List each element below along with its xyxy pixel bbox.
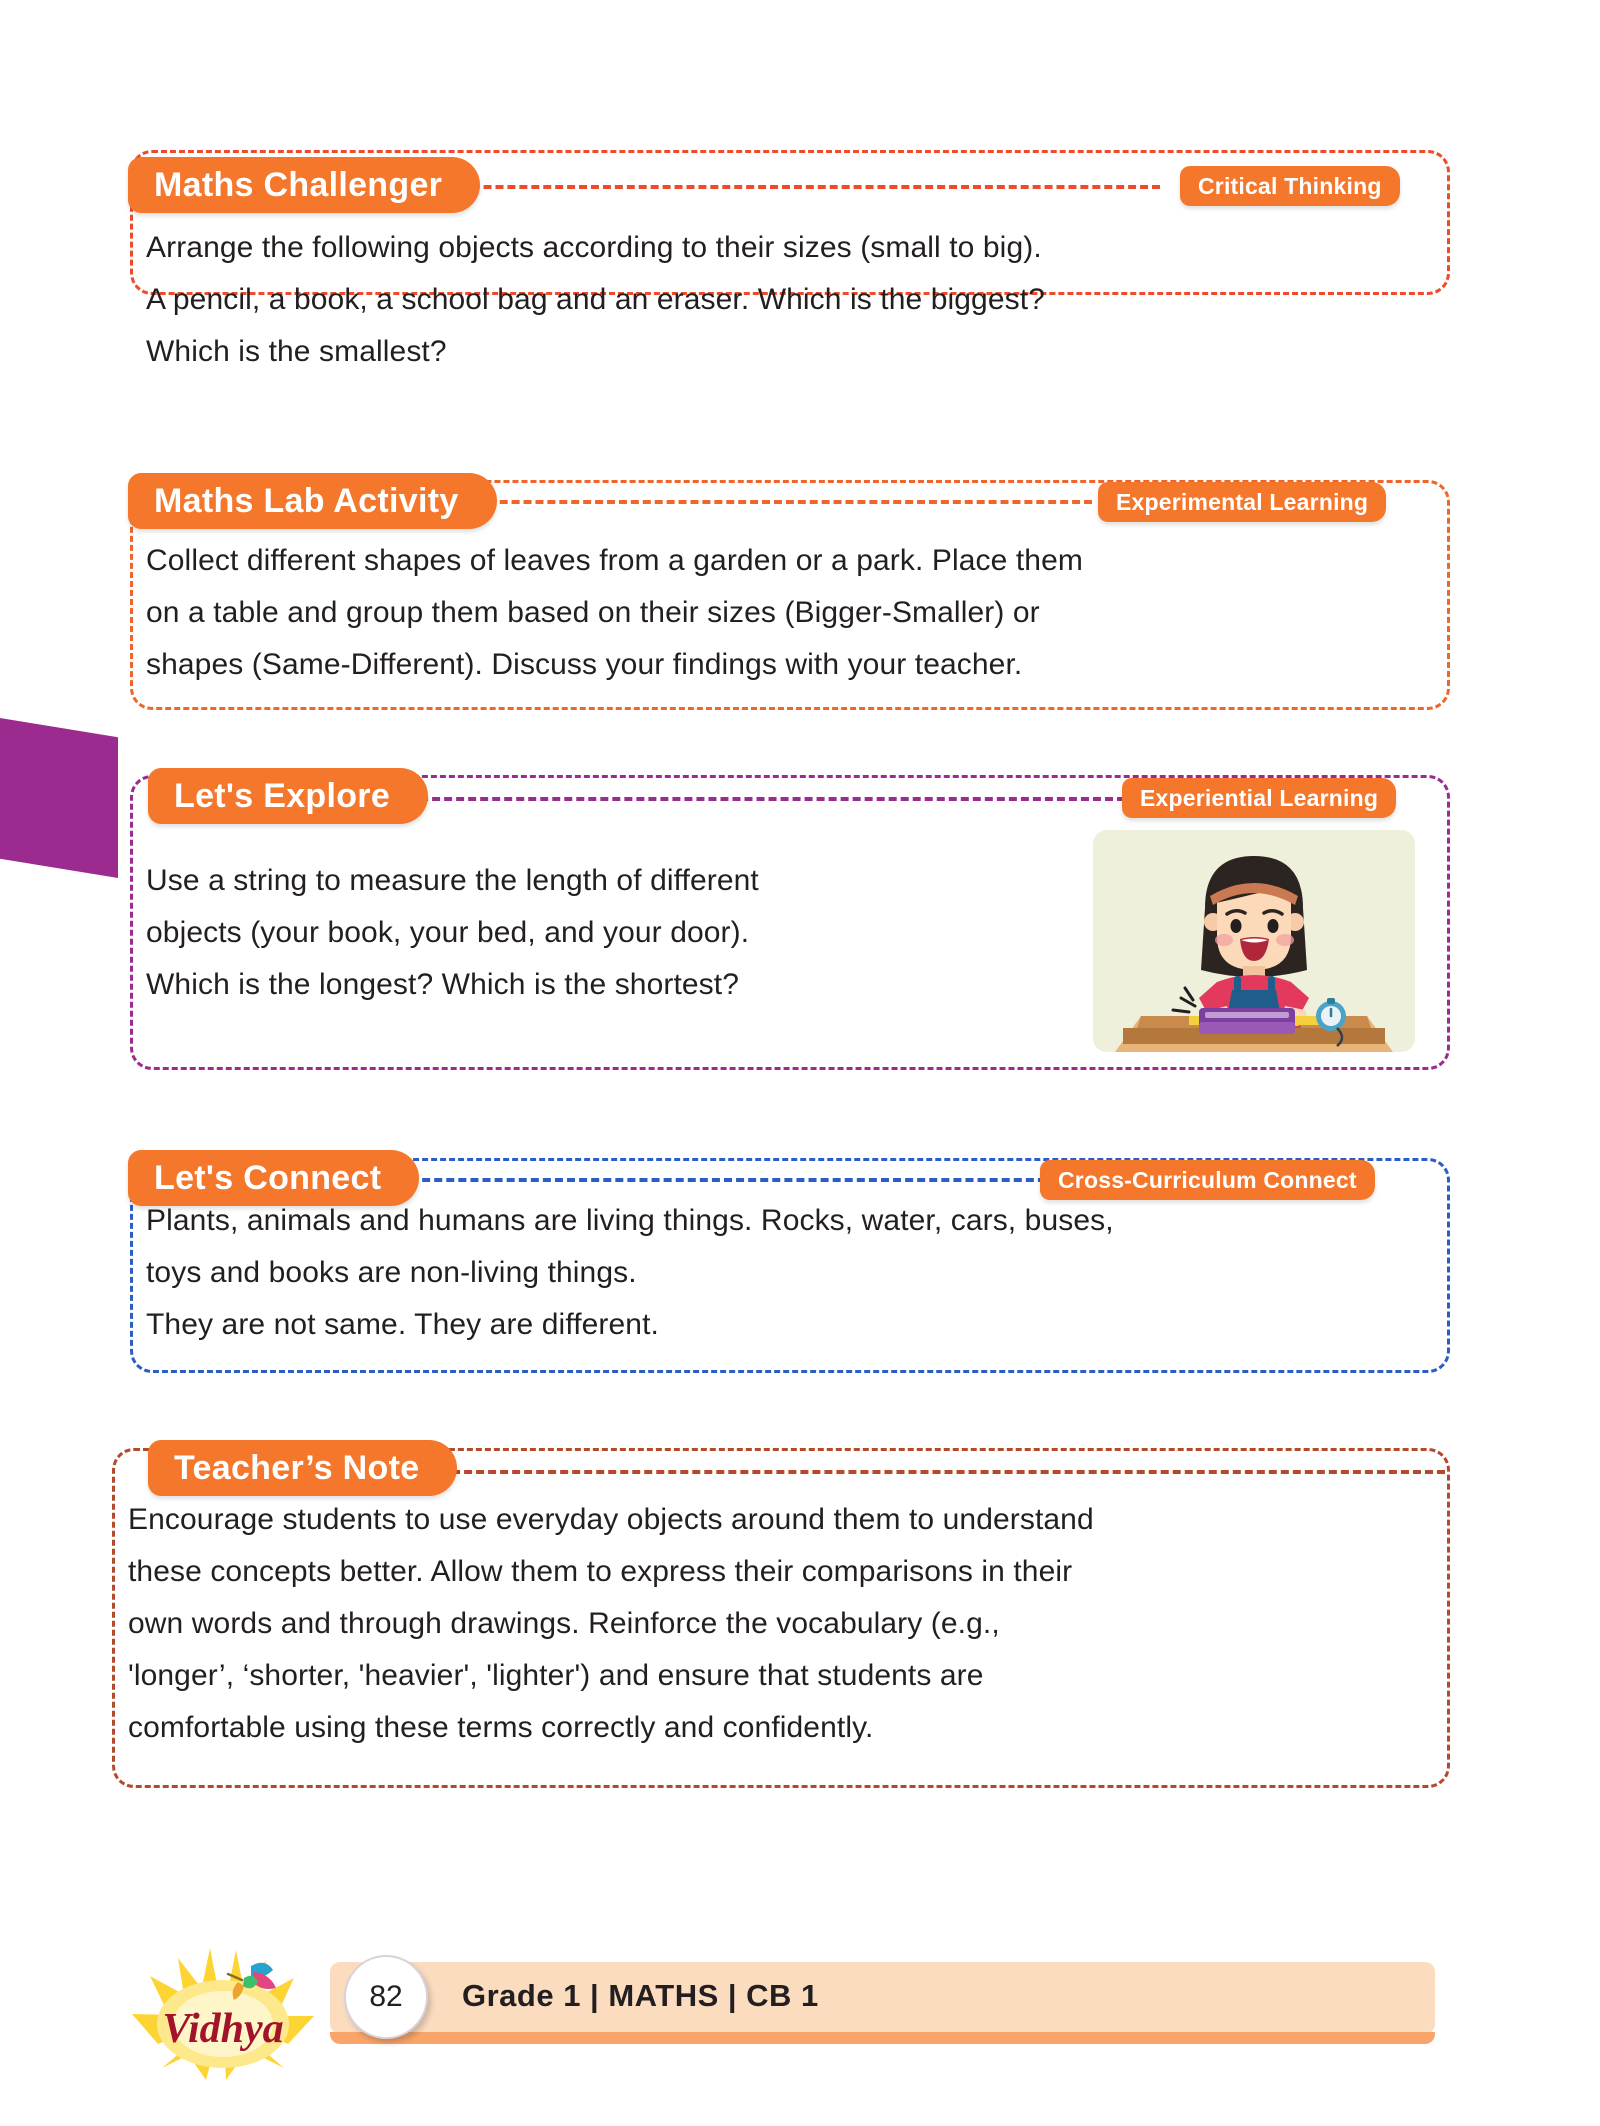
vidhya-sun-logo-icon xyxy=(118,1920,328,2090)
section-tag-lets-connect: Cross-Curriculum Connect xyxy=(1040,1160,1375,1200)
connector-line-lets-explore xyxy=(360,797,1125,801)
section-body-maths-lab-activity xyxy=(146,535,1446,691)
section-tag-lets-explore: Experiential Learning xyxy=(1122,778,1396,818)
body-line: A pencil, a book, a school bag and an eraser. Which is the biggest? xyxy=(146,283,1045,316)
body-line: Use a string to measure the length of different xyxy=(146,864,759,897)
vidhya-logo xyxy=(118,1920,328,2090)
body-line: on a table and group them based on their sizes (Bigger-Smaller) or xyxy=(146,596,1040,629)
girl-measuring-book-icon xyxy=(1093,830,1415,1052)
section-tag-maths-challenger: Critical Thinking xyxy=(1180,166,1400,206)
body-line: Which is the longest? Which is the shortest? xyxy=(146,968,740,1001)
section-title-lets-explore: Let's Explore xyxy=(148,768,428,824)
connector-line-lets-connect xyxy=(398,1178,1058,1182)
page-number-badge: 82 xyxy=(344,1955,428,2039)
body-line: own words and through drawings. Reinforce the vocabulary (e.g., xyxy=(128,1607,1000,1640)
section-body-lets-connect xyxy=(146,1195,1446,1351)
body-line: objects (your book, your bed, and your door). xyxy=(146,916,750,949)
body-line: Collect different shapes of leaves from a garden or a park. Place them xyxy=(146,544,1083,577)
body-line: 'longer’, ‘shorter, 'heavier', 'lighter') and ensure that students are xyxy=(128,1659,984,1692)
purple-chevron-tab xyxy=(0,718,118,878)
body-line: comfortable using these terms correctly and confidently. xyxy=(128,1711,874,1744)
body-line: shapes (Same-Different). Discuss your findings with your teacher. xyxy=(146,648,1023,681)
section-body-lets-explore xyxy=(146,855,1046,1011)
body-line: toys and books are non-living things. xyxy=(146,1256,637,1289)
connector-line-maths-challenger xyxy=(400,185,1160,189)
section-title-maths-lab-activity: Maths Lab Activity xyxy=(128,473,497,529)
body-line: these concepts better. Allow them to express their comparisons in their xyxy=(128,1555,1073,1588)
illustration-girl-measuring-book xyxy=(1093,830,1415,1052)
section-title-maths-challenger: Maths Challenger xyxy=(128,157,480,213)
section-tag-maths-lab-activity: Experimental Learning xyxy=(1098,482,1386,522)
section-body-teachers-note xyxy=(128,1494,1458,1754)
body-line: Arrange the following objects according to their sizes (small to big). xyxy=(146,231,1042,264)
connector-line-teachers-note xyxy=(380,1470,1445,1474)
body-line: Which is the smallest? xyxy=(146,335,447,368)
footer-label: Grade 1 | MATHS | CB 1 xyxy=(462,1978,819,2013)
body-line: Plants, animals and humans are living things. Rocks, water, cars, buses, xyxy=(146,1204,1114,1237)
section-title-lets-connect: Let's Connect xyxy=(128,1150,419,1206)
svg-text:Vidhya: Vidhya xyxy=(162,2006,284,2052)
connector-line-maths-lab-activity xyxy=(452,500,1092,504)
body-line: Encourage students to use everyday objects around them to understand xyxy=(128,1503,1094,1536)
body-line: They are not same. They are different. xyxy=(146,1308,659,1341)
section-body-maths-challenger xyxy=(146,222,1436,378)
section-title-teachers-note: Teacher’s Note xyxy=(148,1440,457,1496)
